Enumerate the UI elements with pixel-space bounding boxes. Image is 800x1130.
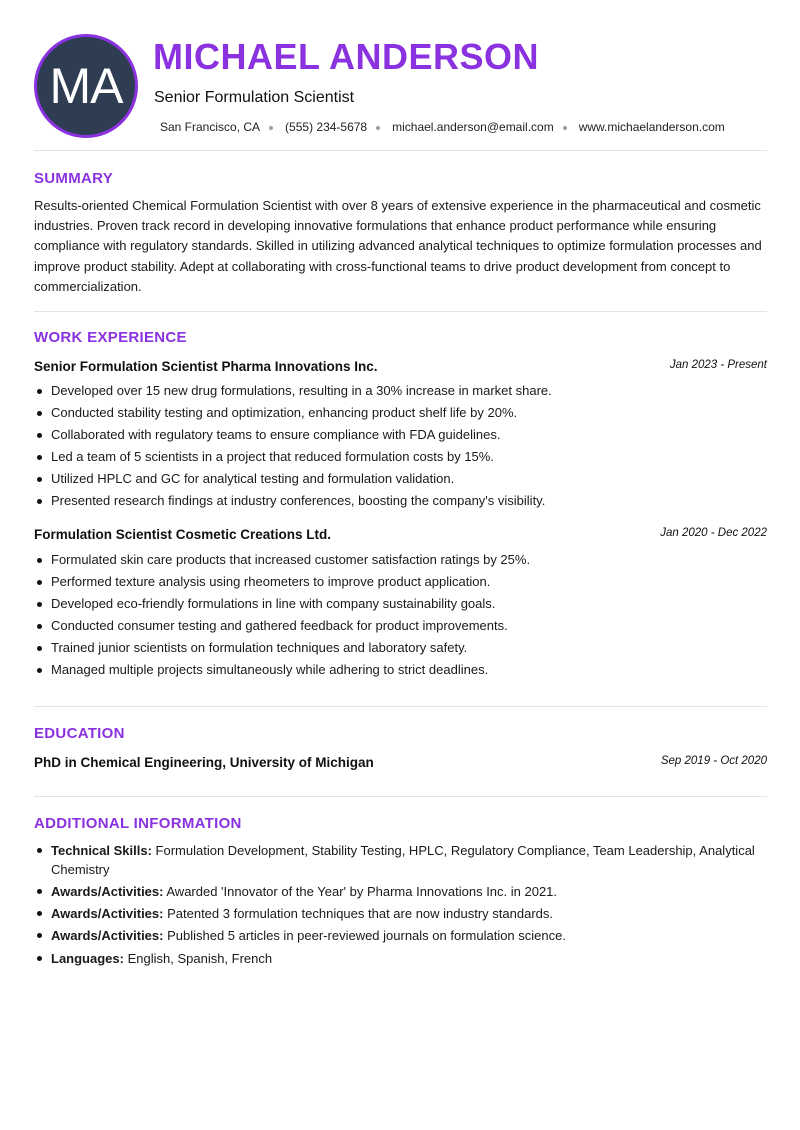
additional-info-list	[34, 841, 767, 971]
job-dates: Jan 2020 - Dec 2022	[660, 527, 767, 539]
section-divider	[34, 150, 767, 151]
candidate-name: MICHAEL ANDERSON	[153, 36, 540, 77]
info-text: Formulation Development, Stability Testing, HPLC, Regulatory Compliance, Team Leadership, Analytical Chemistry	[51, 843, 755, 877]
languages-text: English, Spanish, French	[127, 951, 273, 966]
experience-heading: WORK EXPERIENCE	[34, 329, 187, 346]
info-text: Patented 3 formulation techniques that are now industry standards.	[167, 906, 553, 921]
list-item: Developed over 15 new drug formulations, resulting in a 30% increase in market share.	[34, 380, 767, 402]
section-divider	[34, 796, 767, 797]
candidate-title: Senior Formulation Scientist	[154, 89, 355, 106]
list-item: Conducted consumer testing and gathered feedback for product improvements.	[34, 615, 767, 637]
list-item: Managed multiple projects simultaneously while adhering to strict deadlines.	[34, 659, 767, 681]
education-heading: EDUCATION	[34, 725, 125, 742]
list-item: Utilized HPLC and GC for analytical testing and formulation validation.	[34, 468, 767, 490]
contact-line	[160, 120, 725, 134]
info-text: Published 5 articles in peer-reviewed journals on formulation science.	[167, 928, 566, 943]
info-label: Awards/Activities:	[51, 906, 164, 921]
dot-separator-icon	[269, 126, 273, 130]
resume-header	[0, 0, 800, 150]
list-item: Led a team of 5 scientists in a project that reduced formulation costs by 15%.	[34, 446, 767, 468]
list-item	[34, 949, 767, 968]
list-item	[34, 904, 767, 923]
info-label: Awards/Activities:	[51, 928, 164, 943]
education-entry	[34, 754, 767, 772]
education-degree: PhD in Chemical Engineering, University of Michigan	[34, 755, 374, 770]
job-dates: Jan 2023 - Present	[669, 359, 767, 371]
contact-email[interactable]: michael.anderson@email.com	[392, 120, 554, 134]
languages-label: Languages:	[51, 951, 124, 966]
summary-text: Results-oriented Chemical Formulation Scientist with over 8 years of extensive experience in the pharmaceutical and cosmetic industries. Proven track record in developing innovative formulations that enhance product performance while ensuring compliance with regulatory standards. Skilled in utilizing advanced analytical techniques to optimize formulation processes and improve product stability. Adept at collaborating with cross-functional teams to drive product development from concept to commercialization.	[34, 198, 762, 294]
list-item: Collaborated with regulatory teams to ensure compliance with FDA guidelines.	[34, 424, 767, 446]
info-label: Technical Skills:	[51, 843, 152, 858]
info-label: Awards/Activities:	[51, 884, 164, 899]
job-header	[34, 526, 767, 544]
contact-website[interactable]: www.michaelanderson.com	[578, 120, 725, 134]
list-item	[34, 841, 767, 879]
avatar-initials: MA	[49, 58, 123, 114]
job-role: Senior Formulation Scientist Pharma Innovations Inc.	[34, 359, 378, 374]
job-header	[34, 358, 767, 376]
avatar	[34, 34, 138, 138]
summary-heading: SUMMARY	[34, 170, 114, 187]
dot-separator-icon	[376, 126, 380, 130]
contact-phone: (555) 234-5678	[285, 120, 368, 134]
section-divider	[34, 706, 767, 707]
list-item: Presented research findings at industry conferences, boosting the company's visibility.	[34, 490, 767, 512]
list-item: Formulated skin care products that increased customer satisfaction ratings by 25%.	[34, 549, 767, 571]
job-bullets	[34, 380, 767, 513]
dot-separator-icon	[563, 126, 567, 130]
contact-location: San Francisco, CA	[160, 120, 261, 134]
list-item: Trained junior scientists on formulation techniques and laboratory safety.	[34, 637, 767, 659]
section-divider	[34, 311, 767, 312]
list-item: Performed texture analysis using rheometers to improve product application.	[34, 571, 767, 593]
job-bullets	[34, 549, 767, 682]
list-item: Conducted stability testing and optimization, enhancing product shelf life by 20%.	[34, 402, 767, 424]
list-item	[34, 926, 767, 945]
education-dates: Sep 2019 - Oct 2020	[660, 755, 767, 767]
job-role: Formulation Scientist Cosmetic Creations Ltd.	[34, 527, 332, 542]
info-text: Awarded 'Innovator of the Year' by Pharma Innovations Inc. in 2021.	[166, 884, 558, 899]
additional-info-heading: ADDITIONAL INFORMATION	[34, 815, 242, 832]
list-item	[34, 882, 767, 901]
list-item: Developed eco-friendly formulations in line with company sustainability goals.	[34, 593, 767, 615]
